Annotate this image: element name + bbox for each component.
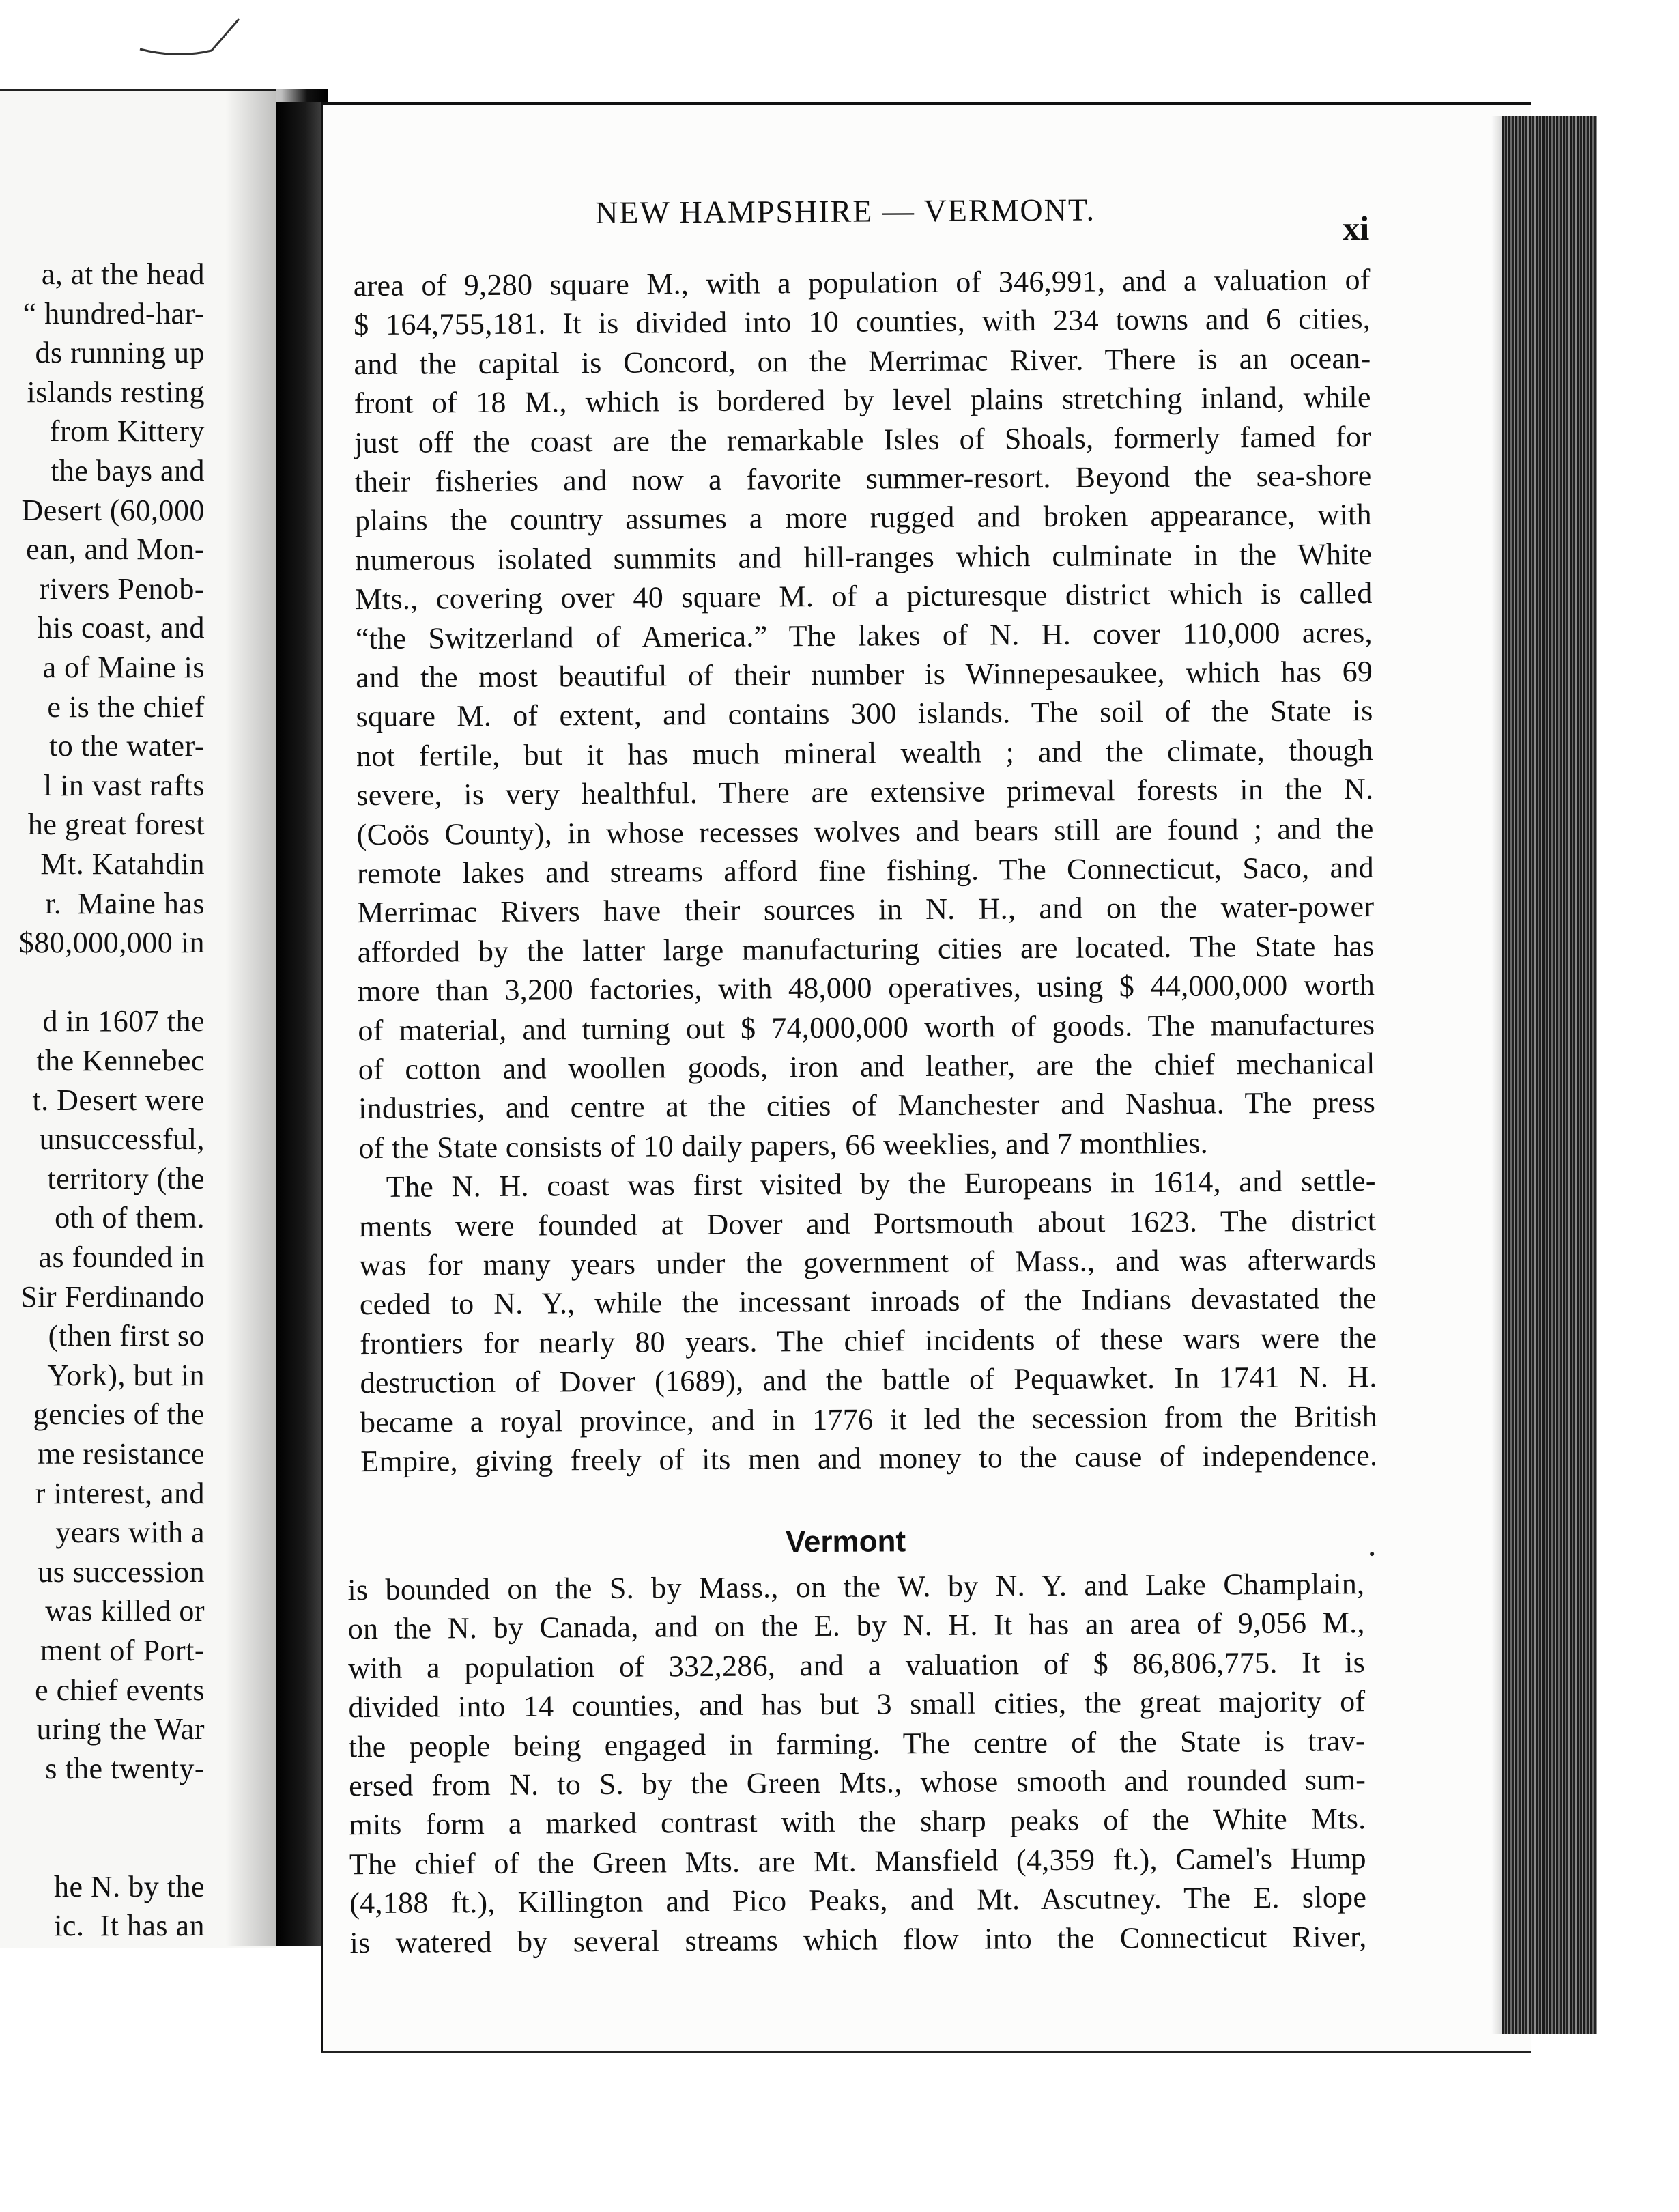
- left-page-line: he N. by the: [53, 1869, 205, 1903]
- left-page-line: s the twenty-: [45, 1751, 205, 1785]
- text-line: with a population of 332,286, and a valuation of $ 86,806,775. It is: [347, 1645, 1366, 1686]
- text-line: severe, is very healthful. There are extensive primeval forests in the N.: [356, 772, 1374, 812]
- text-line: ceded to N. Y., while the incessant inroads of the Indians devastated the: [359, 1281, 1377, 1322]
- text-line: The chief of the Green Mts. are Mt. Mansfield (4,359 ft.), Camel's Hump: [349, 1841, 1367, 1882]
- left-page-line: unsuccessful,: [39, 1122, 205, 1157]
- left-page-line: was killed or: [45, 1594, 205, 1628]
- text-line: ments were founded at Dover and Portsmouth about 1623. The district: [359, 1203, 1377, 1243]
- left-page-line: from Kittery: [49, 414, 205, 449]
- left-page-line: Sir Ferdinando: [20, 1279, 205, 1314]
- left-page-line: ean, and Mon-: [26, 533, 205, 567]
- text-line: is bounded on the S. by Mass., on the W. by N. Y. and Lake Champlain,: [347, 1567, 1365, 1607]
- speck: [1370, 1552, 1374, 1556]
- text-line: area of 9,280 square M., with a population of 346,991, and a valuation of: [353, 263, 1371, 303]
- text-line: destruction of Dover (1689), and the battle of Pequawket. In 1741 N. H.: [360, 1360, 1377, 1400]
- left-page-line: r interest, and: [35, 1476, 205, 1510]
- left-page-line: uring the War: [36, 1712, 205, 1746]
- left-page-line: he great forest: [27, 808, 205, 842]
- text-line: Merrimac Rivers have their sources in N. H., and on the water-power: [357, 890, 1375, 930]
- left-page-line: (then first so: [48, 1319, 205, 1353]
- text-line: mits form a marked contrast with the sharp peaks of the White Mts.: [349, 1802, 1366, 1842]
- left-page-line: York), but in: [47, 1358, 205, 1392]
- left-page-line: r. Maine has: [45, 886, 205, 920]
- left-page-line: $80,000,000 in: [18, 926, 205, 960]
- text-line: is watered by several streams which flow into the Connecticut River,: [349, 1919, 1367, 1959]
- text-line: and the capital is Concord, on the Merrimac River. There is an ocean-: [354, 341, 1371, 381]
- left-page-line: rivers Penob-: [39, 571, 205, 606]
- text-line: just off the coast are the remarkable Isles of Shoals, formerly famed for: [354, 419, 1372, 459]
- left-page-line: e is the chief: [47, 690, 205, 724]
- left-page-line: Desert (60,000: [21, 493, 205, 527]
- text-line: and the most beautiful of their number is Winnepesaukee, which has 69: [356, 655, 1373, 695]
- left-page-line: ic. It has an: [54, 1909, 205, 1943]
- left-page-line: territory (the: [47, 1161, 205, 1195]
- text-line: their fisheries and now a favorite summer-resort. Beyond the sea-shore: [354, 459, 1372, 499]
- text-line: of cotton and woollen goods, iron and leather, are the chief mechanical: [358, 1047, 1375, 1087]
- left-page-line: gencies of the: [33, 1398, 205, 1432]
- text-line: $ 164,755,181. It is divided into 10 counties, with 234 towns and 6 cities,: [353, 302, 1371, 342]
- left-page-line: oth of them.: [55, 1201, 205, 1235]
- text-line: (4,188 ft.), Killington and Pico Peaks, and Mt. Ascutney. The E. slope: [349, 1880, 1367, 1920]
- left-page-line: a, at the head: [41, 257, 205, 291]
- left-page-line: us succession: [38, 1555, 205, 1589]
- left-page-line: islands resting: [27, 375, 205, 409]
- left-page-line: years with a: [55, 1516, 205, 1550]
- page-number: xi: [1343, 209, 1370, 248]
- text-line: numerous isolated summits and hill-ranges which culminate in the White: [355, 537, 1373, 577]
- text-line: industries, and centre at the cities of Manchester and Nashua. The press: [358, 1086, 1376, 1126]
- left-page-line: ds running up: [35, 336, 205, 370]
- left-page-line: a of Maine is: [42, 651, 205, 684]
- text-line: “the Switzerland of America.” The lakes of N. H. cover 110,000 acres,: [355, 615, 1373, 655]
- left-page-line: his coast, and: [37, 611, 205, 645]
- text-line: on the N. by Canada, and on the E. by N. H. It has an area of 9,056 M.,: [347, 1606, 1365, 1646]
- text-line: The N. H. coast was first visited by the Europeans in 1614, and settle-: [386, 1164, 1376, 1204]
- text-line: not fertile, but it has much mineral wealth ; and the climate, though: [356, 733, 1374, 773]
- left-page-line: e chief events: [35, 1673, 205, 1707]
- left-page-line: “ hundred-har-: [23, 296, 205, 330]
- text-line: was for many years under the government of Mass., and was afterwards: [359, 1243, 1377, 1283]
- left-page-line: the Kennebec: [36, 1044, 205, 1077]
- text-line: frontiers for nearly 80 years. The chief incidents of these wars were the: [360, 1320, 1377, 1361]
- left-page-line: to the water-: [49, 729, 205, 763]
- text-line: divided into 14 counties, and has but 3 small cities, the great majority of: [348, 1684, 1366, 1725]
- left-page-line: ment of Port-: [40, 1634, 205, 1667]
- text-line: Mts., covering over 40 square M. of a picturesque district which is called: [355, 576, 1373, 616]
- text-line: more than 3,200 factories, with 48,000 operatives, using $ 44,000,000 worth: [357, 968, 1375, 1008]
- left-page-line: l in vast rafts: [43, 768, 205, 802]
- left-page-line: Mt. Katahdin: [40, 847, 205, 881]
- left-page-line: d in 1607 the: [42, 1004, 205, 1038]
- text-line: of the State consists of 10 daily papers, 66 weeklies, and 7 monthlies.: [358, 1126, 1209, 1165]
- left-page-line: as founded in: [38, 1240, 205, 1274]
- text-line: front of 18 M., which is bordered by level plains stretching inland, while: [354, 380, 1371, 421]
- left-page-line: me resistance: [38, 1437, 205, 1471]
- section-heading-vermont: Vermont: [785, 1525, 906, 1559]
- running-head: NEW HAMPSHIRE — VERMONT.: [594, 192, 1096, 230]
- text-line: afforded by the latter large manufacturing cities are located. The State has: [357, 928, 1375, 969]
- text-line: remote lakes and streams afford fine fishing. The Connecticut, Saco, and: [356, 851, 1375, 891]
- text-line: of material, and turning out $ 74,000,000 worth of goods. The manufactures: [358, 1007, 1375, 1047]
- text-line: (Coös County), in whose recesses wolves and bears still are found ; and the: [356, 811, 1374, 851]
- text-line: became a royal province, and in 1776 it led the secession from the British: [360, 1399, 1378, 1439]
- text-line: square M. of extent, and contains 300 islands. The soil of the State is: [356, 694, 1373, 734]
- left-page-line: the bays and: [51, 454, 205, 487]
- text-line: the people being engaged in farming. The centre of the State is trav-: [348, 1723, 1366, 1763]
- text-line: plains the country assumes a more rugged and broken appearance, with: [354, 498, 1372, 538]
- text-line: ersed from N. to S. by the Green Mts., whose smooth and rounded sum-: [349, 1763, 1366, 1803]
- text-line: Empire, giving freely of its men and money to the cause of independence.: [360, 1438, 1378, 1479]
- left-page-line: t. Desert were: [32, 1083, 205, 1117]
